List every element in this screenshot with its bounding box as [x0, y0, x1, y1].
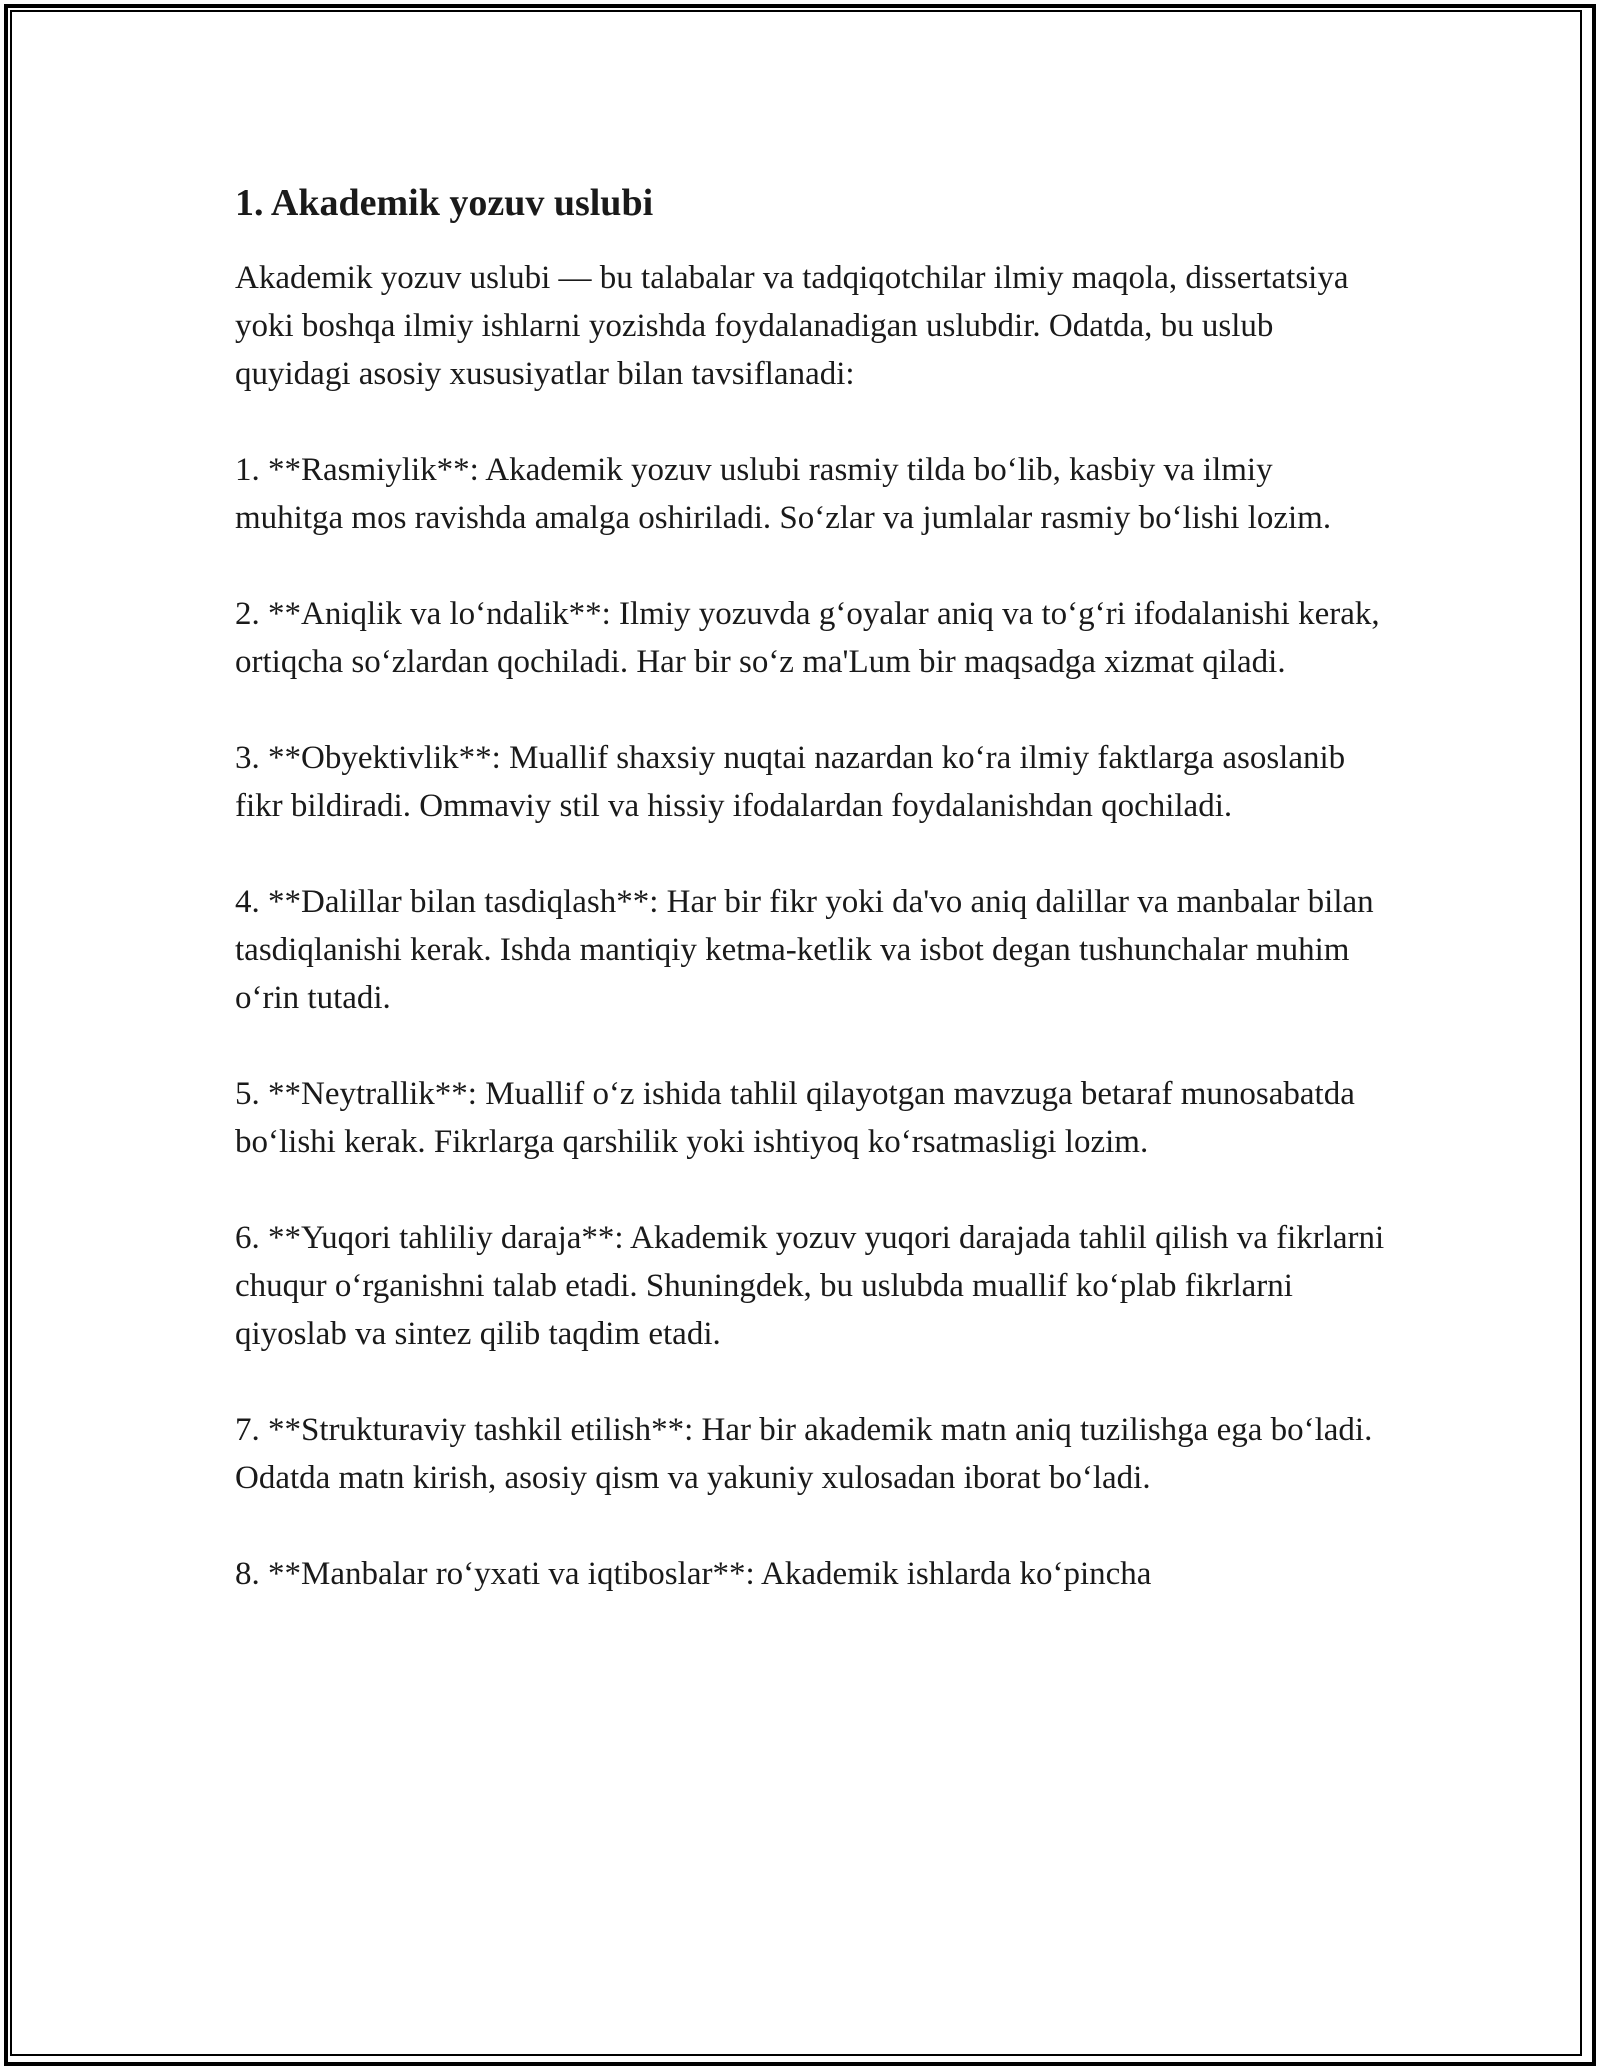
- intro-paragraph: Akademik yozuv uslubi — bu talabalar va tadqiqotchilar ilmiy maqola, dissertatsiya yoki boshqa ilmiy ishlarni yozishda foydalanadigan uslubdir. Odatda, bu uslub quyidagi asosiy xususiyatlar bilan tavsiflanadi:: [235, 259, 1349, 392]
- list-item-tahliliy: 6. **Yuqori tahliliy daraja**: Akademik yozuv yuqori darajada tahlil qilish va fikrlarni chuqur o‘rganishni talab etadi. Shuningdek, bu uslubda muallif ko‘plab fikrlarni qiyoslab va sintez qilib taqdim etadi.: [235, 1219, 1385, 1352]
- list-item-rasmiylik: 1. **Rasmiylik**: Akademik yozuv uslubi rasmiy tilda bo‘lib, kasbiy va ilmiy muhitga mos ravishda amalga oshiriladi. So‘zlar va jumlalar rasmiy bo‘lishi lozim.: [235, 451, 1332, 536]
- document-body: [235, 180, 1385, 1646]
- list-item-dalillar: 4. **Dalillar bilan tasdiqlash**: Har bir fikr yoki da'vo aniq dalillar va manbalar bilan tasdiqlanishi kerak. Ishda mantiqiy ketma-ketlik va isbot degan tushunchalar muhim o‘rin tutadi.: [235, 883, 1374, 1016]
- list-item-obyektivlik: 3. **Obyektivlik**: Muallif shaxsiy nuqtai nazardan ko‘ra ilmiy faktlarga asoslanib fikr bildiradi. Ommaviy stil va hissiy ifodalardan foydalanishdan qochiladi.: [235, 739, 1346, 824]
- section-heading: 1. Akademik yozuv uslubi: [235, 182, 654, 224]
- list-item-manbalar: 8. **Manbalar ro‘yxati va iqtiboslar**: Akademik ishlarda ko‘pincha: [235, 1555, 1152, 1592]
- list-item-aniqlik: 2. **Aniqlik va lo‘ndalik**: Ilmiy yozuvda g‘oyalar aniq va to‘g‘ri ifodalanishi kerak, ortiqcha so‘zlardan qochiladi. Har bir so‘z ma'Lum bir maqsadga xizmat qiladi.: [235, 595, 1380, 680]
- list-item-strukturaviy: 7. **Strukturaviy tashkil etilish**: Har bir akademik matn aniq tuzilishga ega bo‘ladi. Odatda matn kirish, asosiy qism va yakuniy xulosadan iborat bo‘ladi.: [235, 1411, 1373, 1496]
- list-item-neytrallik: 5. **Neytrallik**: Muallif o‘z ishida tahlil qilayotgan mavzuga betaraf munosabatda bo‘lishi kerak. Fikrlarga qarshilik yoki ishtiyoq ko‘rsatmasligi lozim.: [235, 1075, 1355, 1160]
